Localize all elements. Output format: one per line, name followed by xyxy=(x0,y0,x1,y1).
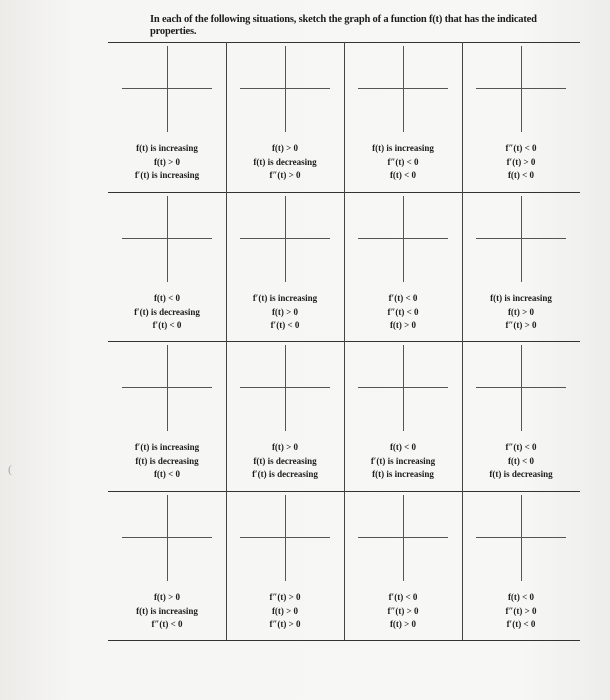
property-cell xyxy=(226,192,344,342)
property-list xyxy=(226,591,344,632)
property-text: f(t) > 0 xyxy=(389,619,417,629)
property-text: f″(t) > 0 xyxy=(269,170,301,180)
property-cell xyxy=(108,192,226,342)
property-list xyxy=(108,441,226,482)
property-text: f″(t) < 0 xyxy=(505,442,537,452)
property-cell xyxy=(344,491,462,641)
property-text: f′(t) is increasing xyxy=(134,170,200,180)
property-text: f(t) > 0 xyxy=(153,156,181,167)
property-cell xyxy=(108,341,226,491)
property-list xyxy=(462,142,580,183)
property-list xyxy=(462,292,580,333)
property-text: f′(t) < 0 xyxy=(152,320,182,330)
property-text: f(t) > 0 xyxy=(507,306,535,317)
property-cell xyxy=(344,42,462,192)
y-axis xyxy=(403,196,404,282)
property-text: f″(t) < 0 xyxy=(387,306,419,317)
property-list xyxy=(344,292,462,333)
property-text: f(t) < 0 xyxy=(153,469,181,479)
property-cell xyxy=(344,341,462,491)
property-cell xyxy=(462,42,580,192)
y-axis xyxy=(285,345,286,431)
property-cell xyxy=(226,42,344,192)
y-axis xyxy=(167,46,168,132)
property-text: f′(t) < 0 xyxy=(388,592,418,602)
property-cell xyxy=(462,341,580,491)
property-list xyxy=(462,591,580,632)
property-text: f′(t) < 0 xyxy=(388,293,418,303)
property-text: f″(t) < 0 xyxy=(387,156,419,167)
y-axis xyxy=(285,495,286,581)
y-axis xyxy=(521,196,522,282)
property-list xyxy=(344,142,462,183)
property-cell xyxy=(344,192,462,342)
property-text: f′(t) is increasing xyxy=(370,455,436,466)
property-text: f(t) is increasing xyxy=(136,143,198,153)
y-axis xyxy=(167,345,168,431)
property-text: f′(t) is increasing xyxy=(252,293,318,303)
property-cell xyxy=(108,491,226,641)
property-text: f(t) < 0 xyxy=(153,293,181,303)
property-text: f(t) < 0 xyxy=(389,442,417,452)
property-text: f(t) > 0 xyxy=(271,442,299,452)
property-text: f(t) > 0 xyxy=(389,320,417,330)
property-text: f(t) is decreasing xyxy=(135,455,199,466)
property-cell xyxy=(462,491,580,641)
property-text: f″(t) > 0 xyxy=(505,320,537,330)
y-axis xyxy=(167,196,168,282)
property-list xyxy=(344,441,462,482)
y-axis xyxy=(521,46,522,132)
y-axis xyxy=(521,495,522,581)
property-text: f(t) < 0 xyxy=(507,170,535,180)
y-axis xyxy=(167,495,168,581)
property-text: f″(t) > 0 xyxy=(387,605,419,616)
property-text: f(t) is decreasing xyxy=(253,455,317,466)
property-text: f(t) > 0 xyxy=(271,143,299,153)
property-text: f(t) is decreasing xyxy=(253,156,317,167)
property-text: f(t) < 0 xyxy=(389,170,417,180)
property-text: f″(t) < 0 xyxy=(505,143,537,153)
property-list xyxy=(108,142,226,183)
property-text: f(t) is increasing xyxy=(372,143,434,153)
property-cell xyxy=(226,341,344,491)
sketch-grid xyxy=(108,42,580,640)
property-list xyxy=(462,441,580,482)
property-list xyxy=(108,292,226,333)
property-text: f″(t) > 0 xyxy=(269,619,301,629)
property-text: f(t) > 0 xyxy=(153,592,181,602)
property-list xyxy=(344,591,462,632)
property-text: f″(t) > 0 xyxy=(269,592,301,602)
y-axis xyxy=(285,196,286,282)
y-axis xyxy=(285,46,286,132)
property-text: f(t) is increasing xyxy=(136,605,198,616)
property-text: f(t) is increasing xyxy=(490,293,552,303)
property-text: f(t) > 0 xyxy=(271,306,299,317)
property-text: f(t) < 0 xyxy=(507,455,535,466)
y-axis xyxy=(403,46,404,132)
property-list xyxy=(108,591,226,632)
property-text: f′(t) is decreasing xyxy=(134,306,200,317)
instructions-text: In each of the following situations, sketch the graph of a function f(t) that has the indicated properties. xyxy=(150,14,537,37)
property-text: f″(t) < 0 xyxy=(151,619,183,629)
property-text: f″(t) > 0 xyxy=(505,605,537,616)
property-list xyxy=(226,441,344,482)
property-text: f(t) < 0 xyxy=(507,592,535,602)
y-axis xyxy=(521,345,522,431)
property-text: f′(t) < 0 xyxy=(270,320,300,330)
property-text: f′(t) is decreasing xyxy=(252,469,318,479)
property-text: f(t) is decreasing xyxy=(489,469,553,479)
y-axis xyxy=(403,345,404,431)
margin-mark: ( xyxy=(8,462,12,476)
property-cell xyxy=(108,42,226,192)
property-text: f′(t) < 0 xyxy=(506,619,536,629)
property-text: f(t) > 0 xyxy=(271,605,299,616)
property-list xyxy=(226,142,344,183)
property-text: f′(t) is increasing xyxy=(134,442,200,452)
y-axis xyxy=(403,495,404,581)
property-text: f′(t) > 0 xyxy=(506,156,536,167)
property-cell xyxy=(462,192,580,342)
property-text: f(t) is increasing xyxy=(372,469,434,479)
property-cell xyxy=(226,491,344,641)
property-list xyxy=(226,292,344,333)
